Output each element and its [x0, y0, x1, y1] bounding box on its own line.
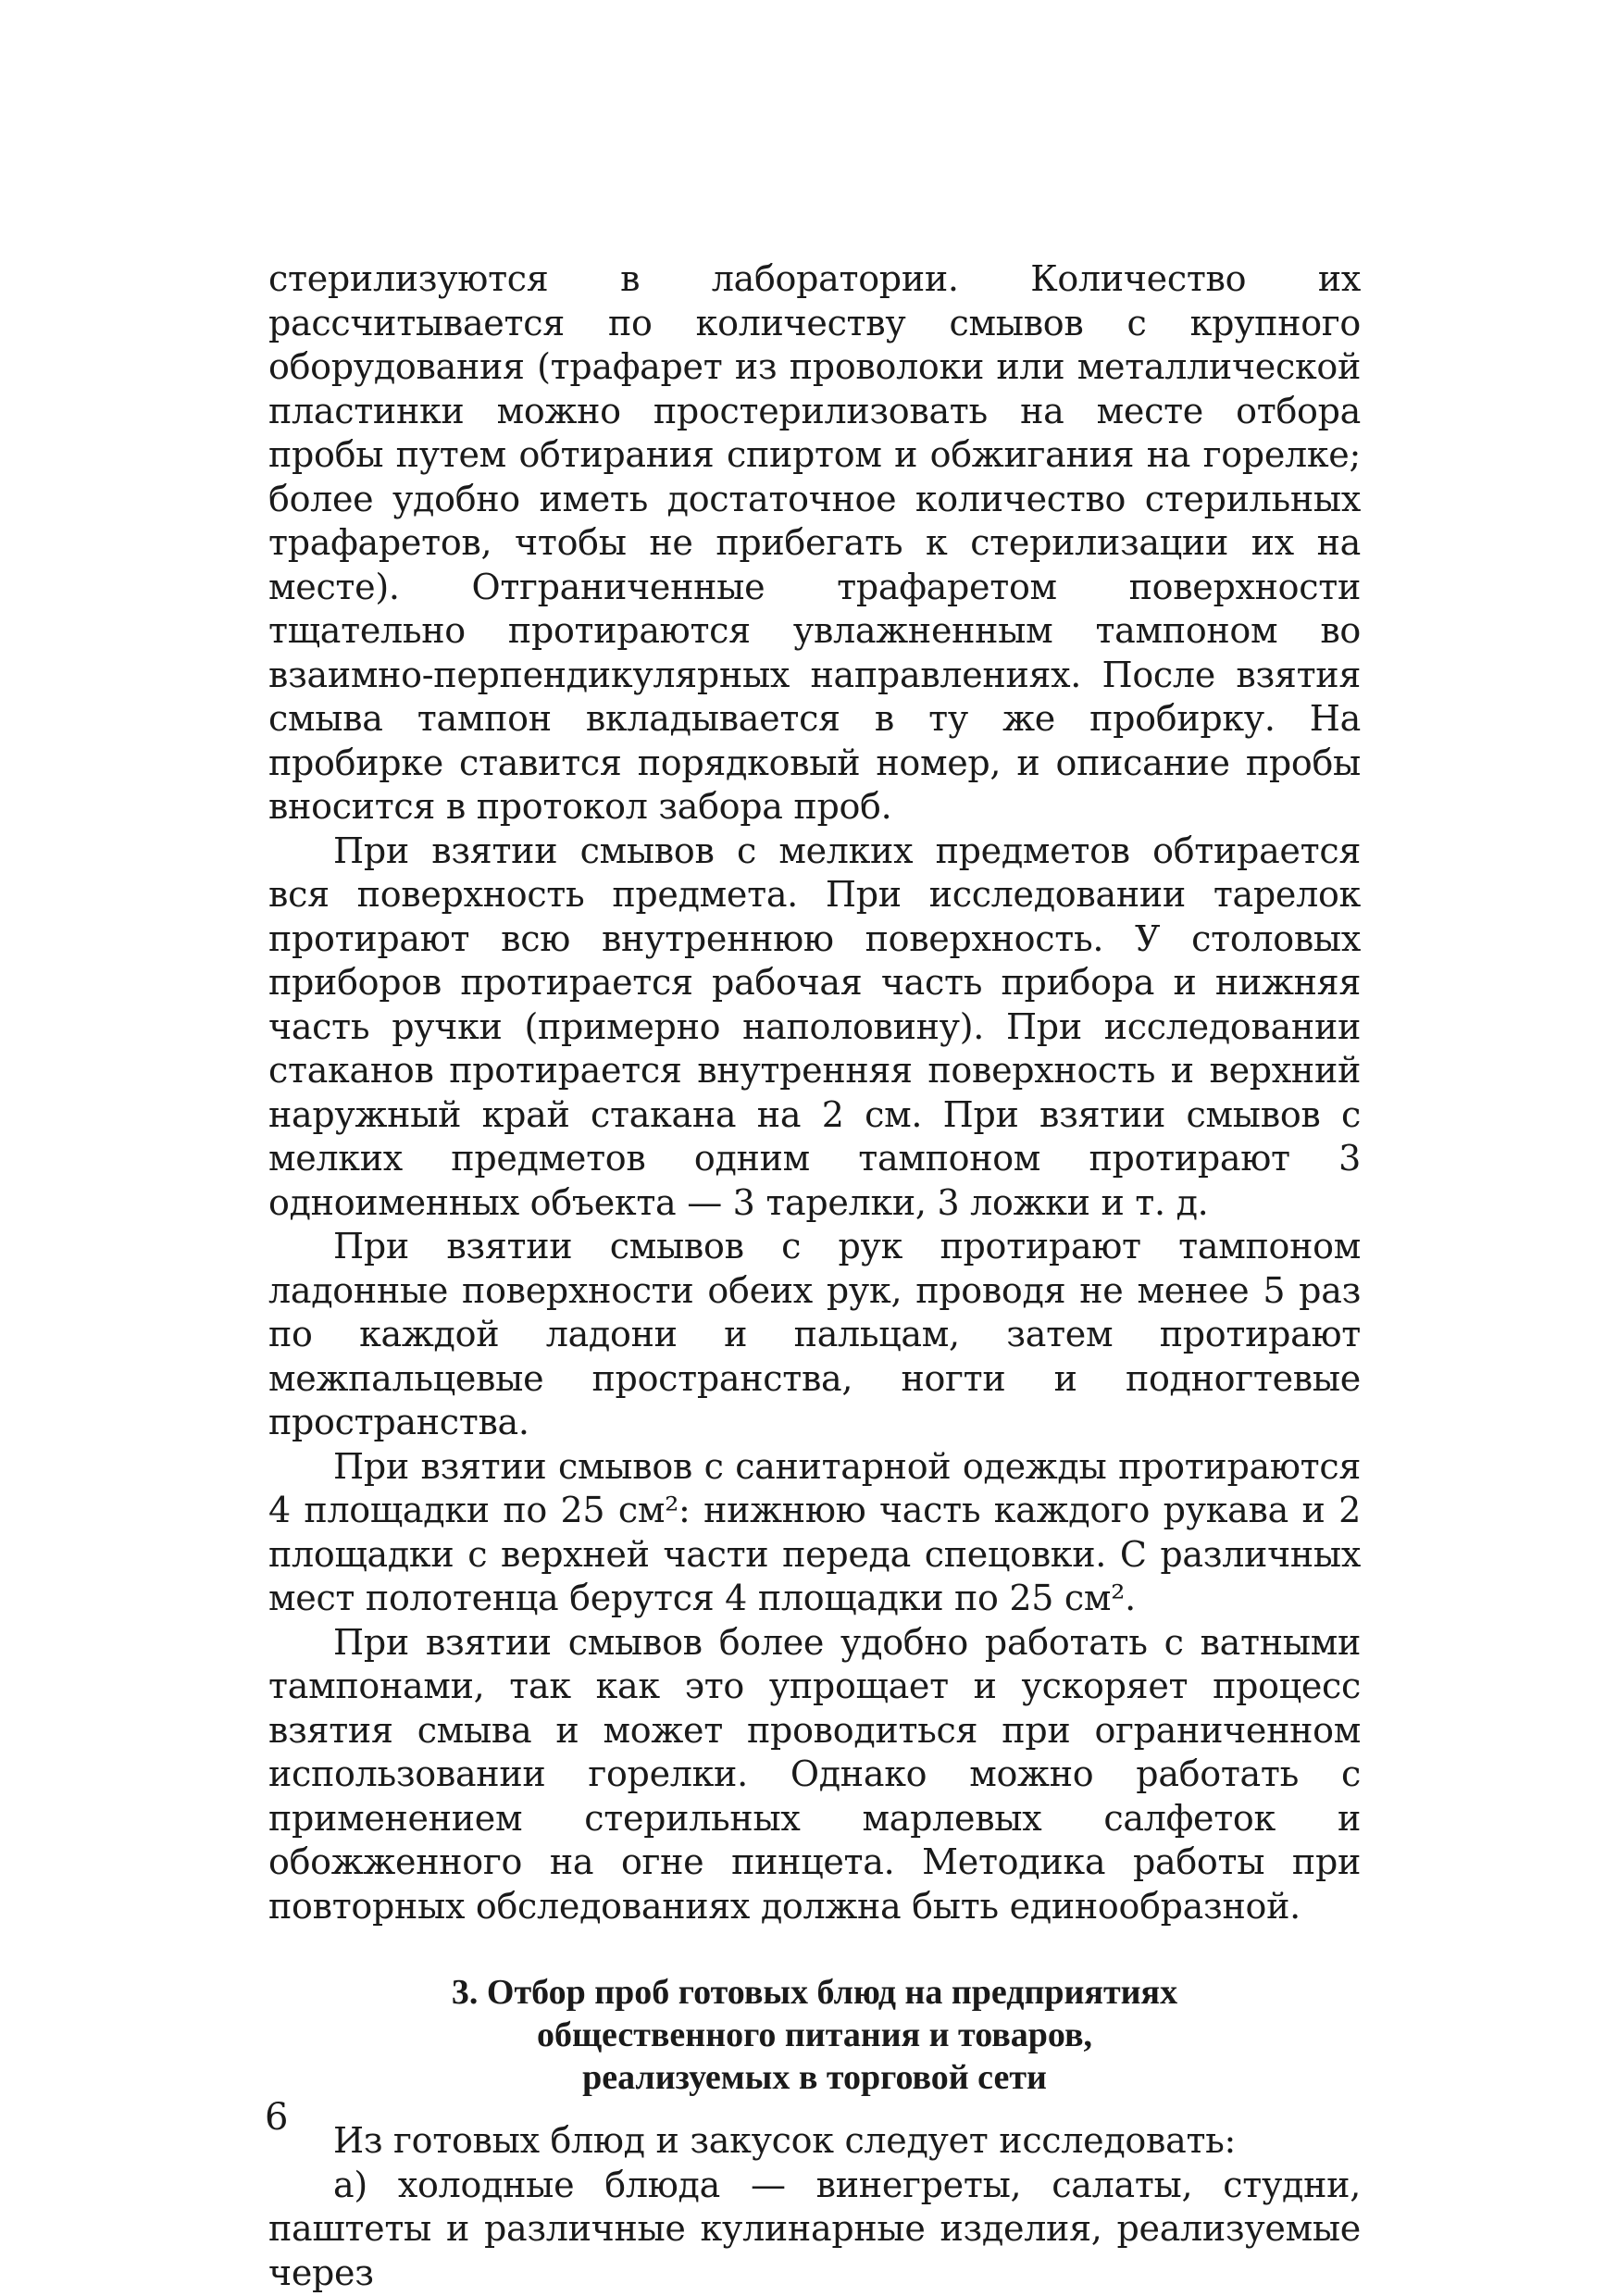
section-heading-line-3: реализуемых в торговой сети [582, 2058, 1047, 2097]
section-heading-line-2: общественного питания и товаров, [536, 2015, 1093, 2054]
paragraph-hands: При взятии смывов с рук протирают тампоном ладонные поверхности обеих рук, проводя не менее 5 раз по каждой ладони и пальцам, затем протирают межпальцевые пространства, ногти и подногтевые пространства. [268, 1226, 1361, 1442]
paragraph-cold-dishes: а) холодные блюда — винегреты, салаты, студни, паштеты и различные кулинарные изделия, реализуемые через [268, 2164, 1361, 2293]
section-heading [268, 1971, 1361, 2099]
paragraph-ready-dishes: Из готовых блюд и закусок следует исследовать: [333, 2120, 1237, 2161]
paragraph-small-objects: При взятии смывов с мелких предметов обтирается вся поверхность предмета. При исследовании тарелок протирают всю внутреннюю поверхность. У столовых приборов протирается рабочая часть прибора и нижняя часть ручки (примерно наполовину). При исследовании стаканов протирается внутренняя поверхность и верхний наружный край стакана на 2 см. При взятии смывов с мелких предметов одним тампоном протирают 3 одноименных объекта — 3 тарелки, 3 ложки и т. д. [268, 830, 1361, 1223]
paragraph-clothing: При взятии смывов с санитарной одежды протираются 4 площадки по 25 см²: нижнюю часть каждого рукава и 2 площадки с верхней части переда спецовки. С различных мест полотенца берутся 4 площадки по 25 см². [268, 1445, 1361, 1618]
page-number: 6 [265, 2096, 289, 2139]
section-heading-line-1: 3. Отбор проб готовых блюд на предприятиях [451, 1973, 1178, 2012]
paragraph-sterilization: стерилизуются в лаборатории. Количество их рассчитывается по количеству смывов с крупного оборудования (трафарет из проволоки или металлической пластинки можно простерилизовать на месте отбора пробы путем обтирания спиртом и обжигания на горелке; более удобно иметь достаточное количество стерильных трафаретов, чтобы не прибегать к стерилизации их на месте). Отграниченные трафаретом поверхности тщательно протираются увлажненным тампоном во взаимно-перпендикулярных направлениях. После взятия смыва тампон вкладывается в ту же пробирку. На пробирке ставится порядковый номер, и описание пробы вносится в протокол забора проб. [268, 258, 1361, 827]
paragraph-tampons: При взятии смывов более удобно работать с ватными тампонами, так как это упрощает и ускоряет процесс взятия смыва и может проводиться при ограниченном использовании горелки. Однако можно работать с применением стерильных марлевых салфеток и обожженного на огне пинцета. Методика работы при повторных обследованиях должна быть единообразной. [268, 1621, 1361, 1927]
body-text [268, 257, 1361, 2295]
